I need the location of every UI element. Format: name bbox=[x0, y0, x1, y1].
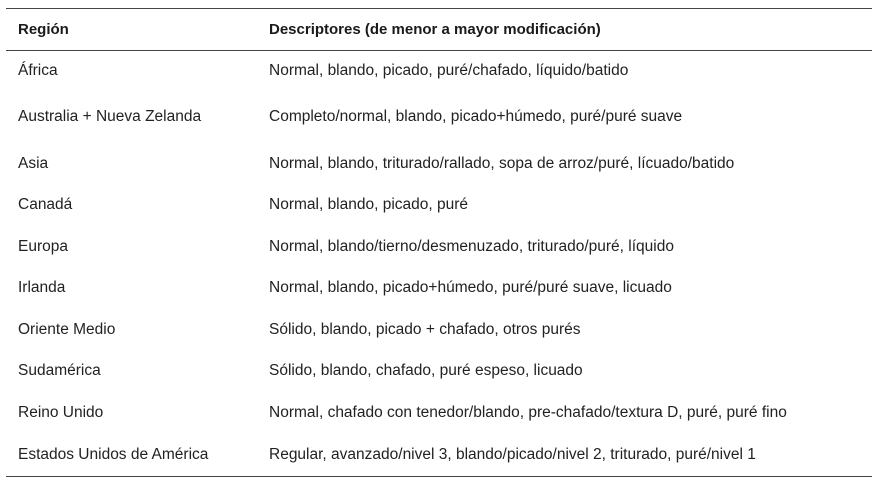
table-row bbox=[6, 91, 872, 143]
cell-region: Europa bbox=[18, 237, 68, 255]
table-row bbox=[6, 268, 872, 310]
cell-descriptors: Normal, blando, picado, puré/chafado, líquido/batido bbox=[269, 62, 629, 79]
table-row bbox=[6, 309, 872, 351]
cell-descriptors: Normal, blando, picado+húmedo, puré/puré suave, licuado bbox=[269, 279, 672, 297]
cell-region: Australia + Nueva Zelanda bbox=[18, 108, 202, 125]
cell-descriptors: Normal, blando/tierno/desmenuzado, triturado/puré, líquido bbox=[269, 237, 674, 255]
header-descriptors: Descriptores (de menor a mayor modificación) bbox=[257, 9, 872, 51]
table-row bbox=[6, 51, 872, 92]
cell-descriptors: Completo/normal, blando, picado+húmedo, puré/puré suave bbox=[269, 108, 683, 125]
cell-descriptors: Normal, blando, triturado/rallado, sopa de arroz/puré, lícuado/batido bbox=[269, 154, 735, 172]
cell-region: Irlanda bbox=[18, 279, 66, 297]
cell-descriptors: Regular, avanzado/nivel 3, blando/picado/nivel 2, triturado, puré/nivel 1 bbox=[257, 434, 872, 477]
table-row bbox=[6, 392, 872, 434]
header-region: Región bbox=[6, 9, 257, 51]
table-row bbox=[6, 226, 872, 268]
texture-descriptors-table bbox=[6, 8, 872, 477]
cell-region: Reino Unido bbox=[18, 403, 104, 421]
cell-region: África bbox=[18, 62, 58, 79]
table-row bbox=[6, 434, 872, 477]
texture-descriptors-table-container bbox=[6, 8, 872, 477]
cell-region: Estados Unidos de América bbox=[6, 434, 257, 477]
cell-region: Sudamérica bbox=[18, 362, 101, 380]
table-header bbox=[6, 9, 872, 51]
table-row bbox=[6, 143, 872, 185]
cell-region: Oriente Medio bbox=[18, 320, 116, 338]
table-body bbox=[6, 51, 872, 477]
cell-region: Canadá bbox=[18, 196, 73, 214]
table-row bbox=[6, 351, 872, 393]
cell-descriptors: Normal, chafado con tenedor/blando, pre-chafado/textura D, puré, puré fino bbox=[269, 403, 787, 421]
header-row bbox=[6, 9, 872, 51]
table-row bbox=[6, 185, 872, 227]
cell-descriptors: Sólido, blando, chafado, puré espeso, licuado bbox=[269, 362, 583, 380]
cell-descriptors: Normal, blando, picado, puré bbox=[269, 196, 469, 214]
cell-descriptors: Sólido, blando, picado + chafado, otros purés bbox=[269, 320, 581, 338]
cell-region: Asia bbox=[18, 154, 49, 172]
